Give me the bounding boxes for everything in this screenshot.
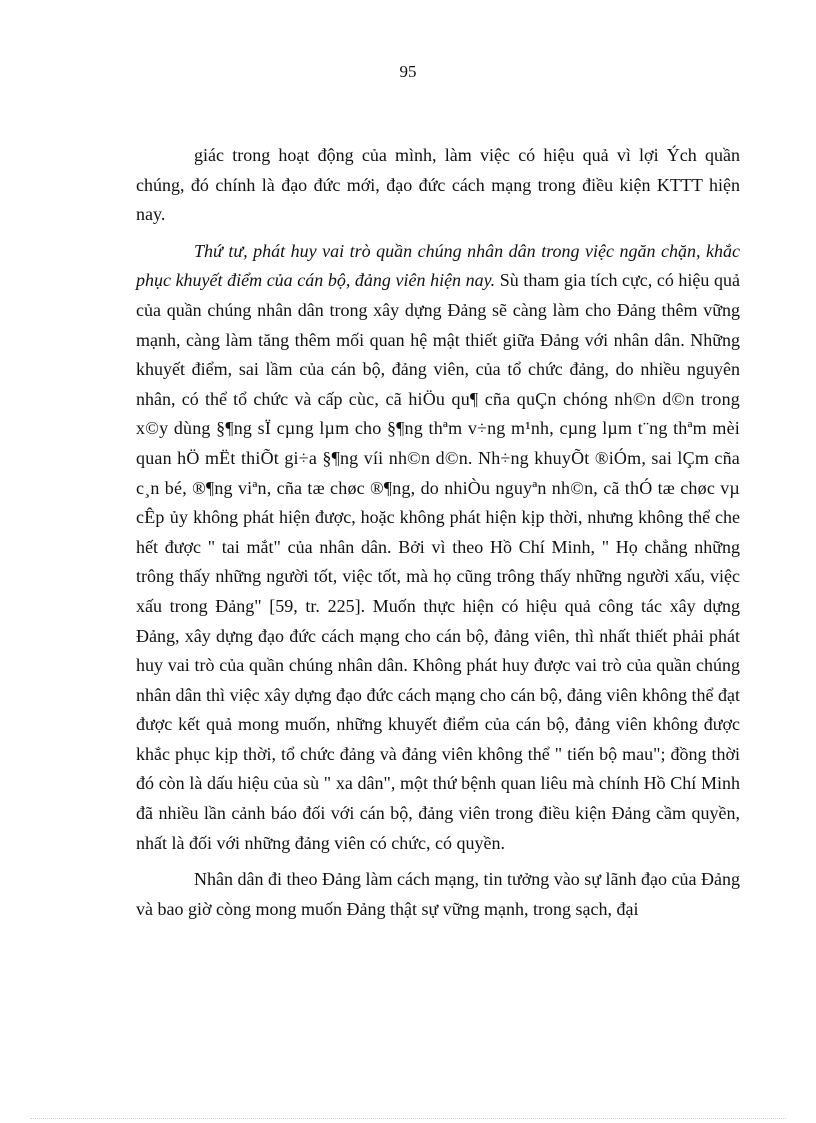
paragraph-1: giác trong hoạt động của mình, làm việc có hiệu quả vì lợi Ých quần chúng, đó chính là đạo đức mới, đạo đức cách mạng trong điều kiện KTTT hiện nay. [136, 145, 740, 225]
paragraph-2-text-b: không phát hiện được, hoặc không phát hiện kịp thời, nhưng không thể che hết được " tai mắt" của nhân dân. Bởi vì theo Hồ Chí Minh, " Họ chẳng những trông thấy những người tốt, việc tốt, mà họ cũng trông thấy những người xấu, việc xấu trong Đảng" [59, tr. 225]. Muốn thực hiện có hiệu quả công tác xây dựng Đảng, xây dựng đạo đức cách mạng cho cán bộ, đảng viên, thì nhất thiết phải phát huy vai trò của quần chúng nhân dân. Không phát huy được vai trò của quần chúng nhân dân thì việc xây dựng đạo đức cách mạng cho cán bộ, đảng viên không thể đạt được kết quả mong muốn, những khuyết điểm của cán bộ, đảng viên không được khắc phục kịp thời, tổ chức đảng và đảng viên không thể " tiến bộ mau"; đồng thời đó còn là dấu hiệu của sù " xa dân", một thứ bệnh quan liêu mà chính Hồ Chí Minh đã nhiều lần cảnh báo đối với cán bộ, đảng viên trong điều kiện Đảng cầm quyền, nhất là đối với những đảng viên có chức, có quyền. [136, 507, 741, 853]
paragraph-2-garbled-text: cùc, cã hiÖu qu¶ cña quÇn chóng nh©n d©n trong x©y dùng §¶ng sÏ cµng lµm cho §¶ng thªm v÷ng m¹nh, cµng lµm t¨ng thªm mèi quan hÖ mËt thiÕt gi÷a §¶ng víi nh©n d©n. Nh÷ng khuyÕt ®iÓm, sai lÇm cña c¸n bé, ®¶ng viªn, cña tæ chøc ®¶ng, do nhiÒu nguyªn nh©n, cã thÓ tæ chøc vµ cÊp ủy [136, 388, 741, 528]
paragraph-2-italic-heading: Thứ tư, phát huy vai trò quần chúng nhân dân trong việc ngăn chặn, khắc phục khuyết điểm của cán bộ, đảng viên hiện nay. [136, 240, 740, 291]
paragraph-2 [136, 237, 740, 858]
paragraph-2-text-a: Sù tham gia tích cực, có hiệu quả của quần chúng nhân dân trong xây dựng Đảng sẽ càng làm cho Đảng thêm vững mạnh, càng làm tăng thêm mối quan hệ mật thiết giữa Đảng với nhân dân. Những khuyết điểm, sai lầm của cán bộ, đảng viên, của tổ chức đảng, do nhiều nguyên nhân, có thể tổ chức và cấp [136, 270, 740, 409]
footer-divider [30, 1118, 786, 1119]
page-number: 95 [399, 62, 417, 81]
paragraph-3: Nhân dân đi theo Đảng làm cách mạng, tin tưởng vào sự lãnh đạo của Đảng và bao giờ còng mong muốn Đảng thật sự vững mạnh, trong sạch, đại [136, 869, 740, 919]
document-body [136, 141, 740, 931]
